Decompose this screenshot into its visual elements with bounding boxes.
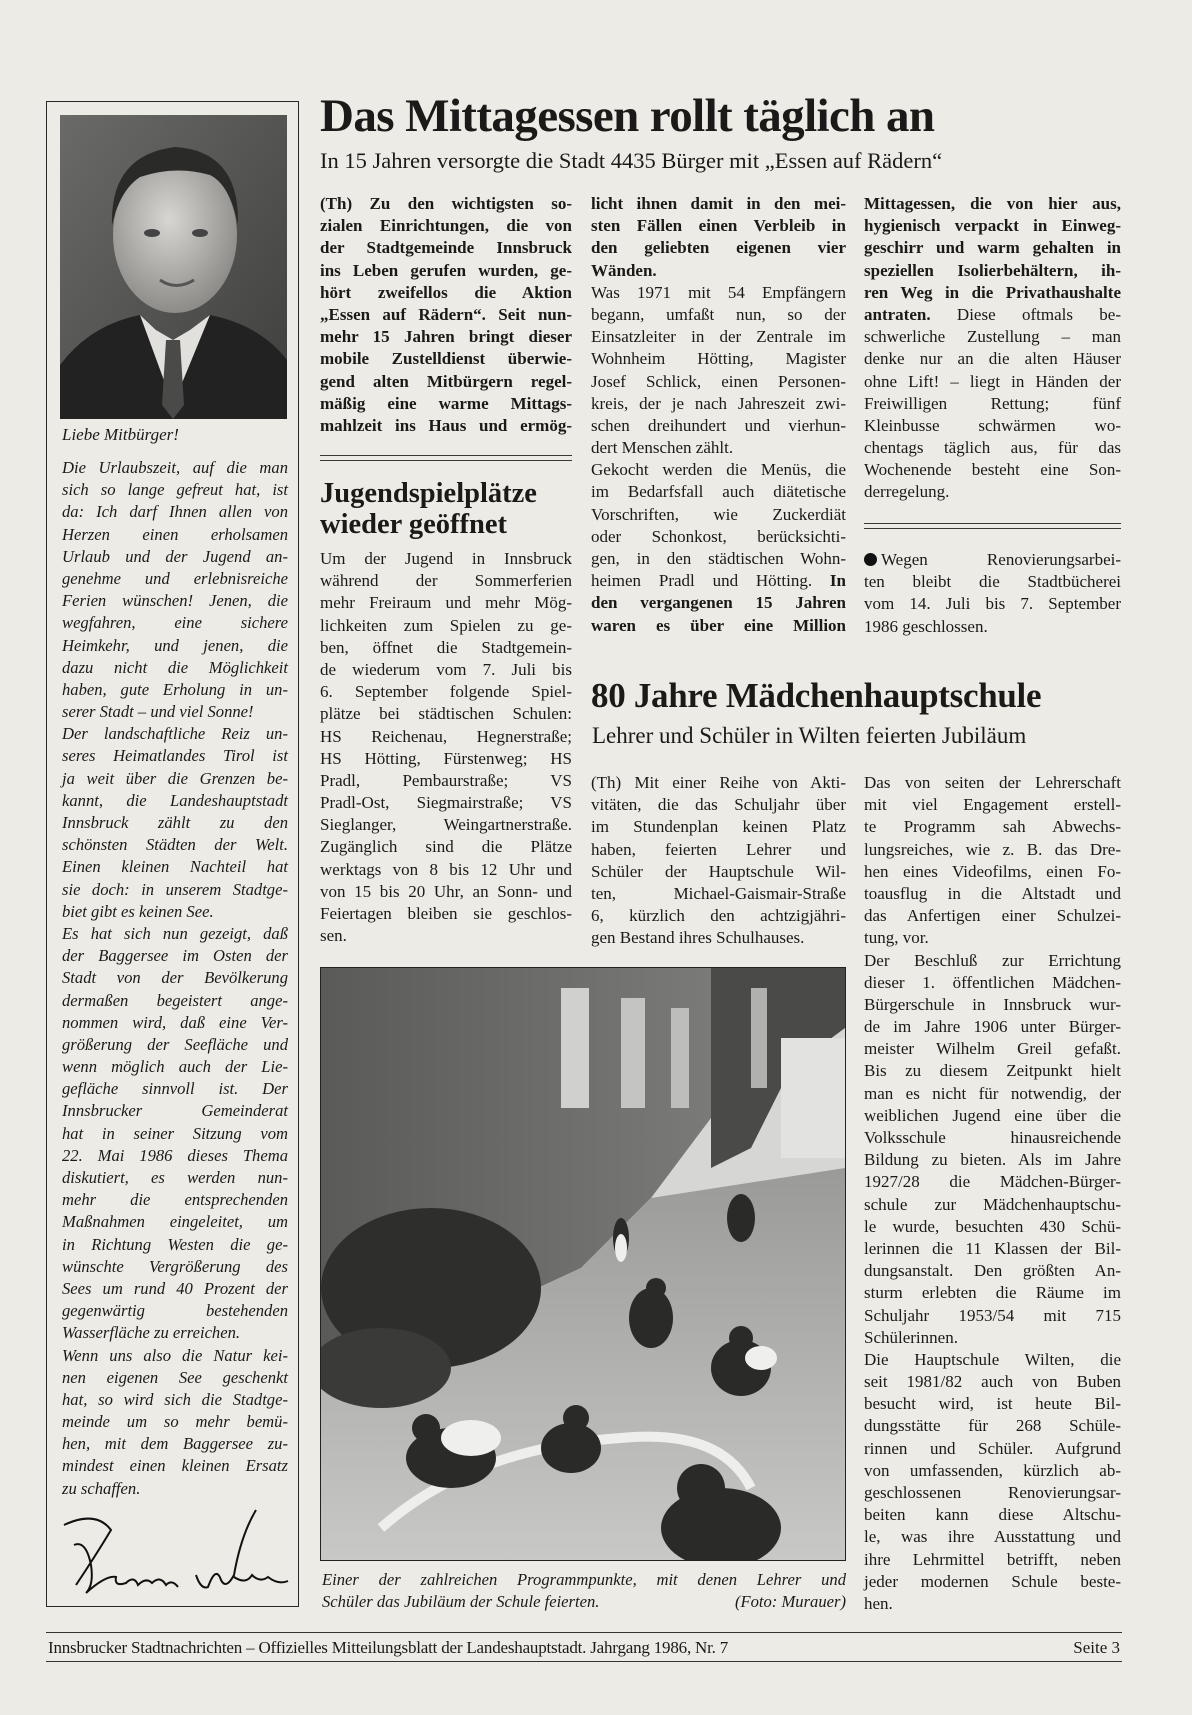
text-line: Die Urlaubszeit, auf die man [62, 458, 288, 477]
caption-line-1: Einer der zahlreichen Programmpunkte, mit denen Lehrer und [322, 1570, 846, 1589]
text-segment: ren Weg in die Privathaushalte [864, 282, 1121, 302]
text-line: rinnen und Schüler. Aufgrund [864, 1438, 1121, 1458]
headline-meals-on-wheels: Das Mittagessen rollt täglich an [320, 90, 935, 142]
text-line: haben, gute Erholung in un- [62, 679, 288, 699]
text-line: kreis, der je nach Jahreszeit zwi- [591, 393, 846, 413]
text-line [864, 215, 1121, 237]
text-line: Einsatzleiter in der Zentrale im [591, 327, 846, 347]
text-line: Freiwilligen Rettung; fünf [864, 393, 1121, 413]
text-line: 1927/28 die Mädchen-Bürger- [864, 1172, 1121, 1192]
text-line: Josef Schlick, einen Personen- [591, 371, 846, 391]
text-line: Die Hauptschule Wilten, die [864, 1349, 1121, 1369]
text-line: von umfassenden, kürzlich ab- [864, 1460, 1121, 1480]
text-line: schwerliche Zustellung – man [864, 327, 1121, 347]
letter-greeting: Liebe Mitbürger! [62, 425, 179, 444]
school-celebration-photo [320, 967, 846, 1561]
text-segment: heimen Pradl und Hötting. [591, 571, 830, 591]
text-line: schen dreihundert und vierhun- [591, 415, 846, 435]
text-line: Wasserfläche zu erreichen. [62, 1323, 241, 1343]
text-line: besucht wird, ist heute Bil- [864, 1394, 1121, 1414]
text-line: 22. Mai 1986 dieses Thema [62, 1145, 288, 1165]
text-line: (Th) Zu den wichtigsten so- [320, 194, 572, 213]
bullet-icon [864, 553, 877, 566]
text-line: beiten kann diese Altschu- [864, 1505, 1121, 1525]
text-line: meinde um so mehr bemü- [62, 1412, 288, 1432]
text-line: vitäten, die das Schuljahr über [591, 795, 846, 815]
text-line: hen, mit dem Baggersee zu- [62, 1434, 288, 1454]
notice-first-line-text: Wegen Renovierungsarbei- [881, 550, 1121, 569]
library-closure-notice [864, 549, 1121, 638]
text-line: oder Schonkost, berücksichti- [591, 526, 846, 546]
text-line: Das von seiten der Lehrerschaft [864, 773, 1121, 792]
text-line [864, 304, 1121, 326]
text-line: im Bedarfsfall auch diätetische [591, 482, 846, 502]
text-line: kannt, die Landeshauptstadt [62, 790, 288, 810]
text-segment: waren es über eine Million [591, 615, 846, 635]
text-line: gen Bestand ihres Schulhauses. [591, 928, 805, 948]
text-line: sie doch: in unserem Stadtge- [62, 879, 288, 899]
text-line: Herzen einen erholsamen [62, 524, 288, 544]
text-line: te Programm sah Abwechs- [864, 817, 1121, 837]
text-line: Wänden. [591, 260, 657, 280]
text-line: Vorschriften, wie Zuckerdiät [591, 504, 846, 524]
text-segment: Mittagessen, die von hier aus, [864, 194, 1121, 213]
text-line: derregelung. [864, 482, 950, 502]
text-line: mehr 15 Jahren bringt dieser [320, 327, 572, 347]
text-line: Um der Jugend in Innsbruck [320, 549, 572, 568]
text-line: mäßig eine warme Mittags- [320, 393, 572, 413]
text-line: Heimkehr, und jenen, die [62, 635, 288, 655]
text-line: Schülerinnen. [864, 1327, 958, 1347]
text-line: 1986 geschlossen. [864, 616, 988, 636]
text-line: ja weit über die Grenzen be- [62, 768, 288, 788]
text-line: das Anfertigen einer Schulzei- [864, 906, 1121, 926]
text-line: 6. September folgende Spiel- [320, 682, 572, 702]
text-line [864, 193, 1121, 215]
text-segment: geschirr und warm gehalten in [864, 238, 1121, 258]
text-line: Urlaub und der Jugend an- [62, 546, 288, 566]
headline-playgrounds-line-1: Jugendspielplätze [320, 478, 537, 509]
text-segment: Diese oftmals be- [956, 304, 1122, 324]
headline-girls-school: 80 Jahre Mädchenhauptschule [591, 676, 1042, 715]
text-line: Stadt von der Bevölkerung [62, 968, 288, 988]
footer-rule [46, 1632, 1122, 1633]
page-number: Seite 3 [1073, 1638, 1120, 1657]
text-line: gefläche sinnvoll ist. Der [62, 1079, 288, 1099]
double-rule-divider [864, 523, 1121, 529]
text-line: Bildung zu bieten. Als im Jahre [864, 1150, 1121, 1170]
text-line: Innsbrucker Gemeinderat [62, 1101, 288, 1121]
text-line: Wochenende besteht eine Son- [864, 460, 1121, 480]
text-line: nen eigenen See geschenkt [62, 1367, 288, 1387]
text-line: HS Hötting, Fürstenweg; HS [320, 748, 572, 768]
text-line: seres Heimatlandes Tirol ist [62, 746, 288, 766]
text-line: Bürgerschule in Innsbruck wur- [864, 994, 1121, 1014]
photo-credit: (Foto: Murauer) [734, 1592, 846, 1612]
text-line: nommen wird, daß eine Ver- [62, 1012, 288, 1032]
text-line: begann, umfaßt nun, so der [591, 304, 846, 324]
text-line: HS Reichenau, Hegnerstraße; [320, 726, 572, 746]
text-line: geschlossenen Renovierungsar- [864, 1483, 1121, 1502]
text-line: chentags täglich aus, für das [864, 438, 1121, 458]
headline-playgrounds [320, 478, 580, 540]
text-line: sen. [320, 926, 347, 946]
text-line: dermaßen begeistert ange- [62, 990, 288, 1010]
text-line: ben, öffnet die Stadtgemein- [320, 637, 572, 657]
text-line: zu schaffen. [62, 1478, 141, 1498]
text-line: gend alten Mitbürgern regel- [320, 371, 572, 391]
text-line: wünschte Vergrößerung des [62, 1256, 288, 1276]
text-line: schule zur Mädchenhauptschu- [864, 1194, 1121, 1214]
text-line: Sieglanger, Weingartnerstraße. [320, 815, 572, 835]
text-line: lerinnen die 11 Klassen der Bil- [864, 1238, 1121, 1258]
text-line: (Th) Mit einer Reihe von Akti- [591, 773, 846, 792]
footer-rule [46, 1661, 1122, 1662]
text-line [591, 592, 846, 614]
text-line: werktags von 8 bis 12 Uhr und [320, 859, 572, 879]
text-line: hört zweifellos die Aktion [320, 282, 572, 302]
meals-article-column-1 [320, 193, 572, 437]
text-line: weiblichen Jugend eine über die [864, 1105, 1121, 1125]
text-segment: speziellen Isolierbehältern, ih- [864, 260, 1121, 280]
text-line: man es nicht für notwendig, der [864, 1083, 1121, 1103]
text-line: sturm erlebten die Räume im [864, 1283, 1121, 1303]
text-line: mehr die entsprechenden [62, 1190, 288, 1210]
text-line: 6, kürzlich den achtzigjähri- [591, 906, 846, 926]
text-line: Schüler der Hauptschule Wil- [591, 861, 846, 881]
text-line: mehr Freiraum und mehr Mög- [320, 593, 572, 613]
text-line: Feiertagen bleiben sie geschlos- [320, 904, 572, 923]
text-line: im Stundenplan keinen Platz [591, 817, 846, 837]
text-line: den geliebten eigenen vier [591, 238, 846, 258]
text-line: schönsten Städten der Welt. [62, 835, 288, 855]
school-article-column-1 [591, 772, 846, 950]
headline-playgrounds-line-2: wieder geöffnet [320, 509, 508, 540]
text-line: Wenn uns also die Natur kei- [62, 1345, 288, 1365]
text-line: sten Fällen einen Verbleib in [591, 216, 846, 236]
text-line: größerung der Seefläche und [62, 1034, 288, 1054]
text-line: der Stadtgemeinde Innsbruck [320, 238, 572, 258]
text-line: dieser 1. öffentlichen Mädchen- [864, 972, 1121, 992]
text-line [864, 237, 1121, 259]
text-line: jeder modernen Schule beste- [864, 1571, 1121, 1591]
text-line: von 15 bis 20 Uhr, an Sonn- und [320, 881, 572, 901]
text-line: le wurde, besuchten 430 Schü- [864, 1216, 1121, 1236]
text-line: Sees um rund 40 Prozent der [62, 1278, 288, 1298]
letter-body [62, 457, 288, 1500]
text-line: Der landschaftliche Reiz un- [62, 724, 288, 744]
text-line: Der Beschluß zur Errichtung [864, 950, 1121, 970]
text-line: Schuljahr 1953/54 mit 715 [864, 1305, 1121, 1325]
text-line: zialen Einrichtungen, die von [320, 216, 572, 236]
meals-article-column-3 [864, 193, 1121, 504]
text-line: denke nur an die alten Häuser [864, 349, 1121, 369]
text-line: lungsreiches, wie z. B. das Dre- [864, 839, 1121, 859]
double-rule-divider [320, 455, 572, 461]
text-line: da: Ich darf Ihnen allen von [62, 502, 288, 522]
text-line: Ferien wünschen! Jenen, die [62, 591, 288, 611]
text-line: hen. [864, 1593, 893, 1613]
text-line: „Essen auf Rädern“. Seit nun- [320, 304, 572, 324]
text-line: mahlzeit ins Haus und ermög- [320, 415, 572, 435]
text-line: toausflug in die Altstadt und [864, 883, 1121, 903]
text-line: sich so lange gefreut hat, ist [62, 480, 288, 500]
text-line: haben, feierten Lehrer und [591, 839, 846, 859]
footer-publication-info: Innsbrucker Stadtnachrichten – Offizielles Mitteilungsblatt der Landeshauptstadt. Jahrgang 1986, Nr. 7 [48, 1638, 729, 1657]
text-line: mit viel Engagement erstell- [864, 795, 1121, 815]
text-line: gegenwärtig bestehenden [62, 1301, 288, 1321]
text-line: tung, vor. [864, 928, 929, 948]
notice-first-line [864, 549, 1121, 571]
text-line: le, was ihre Ausstattung und [864, 1527, 1121, 1547]
text-line: Es hat sich nun gezeigt, daß [62, 923, 288, 943]
text-line: de im Jahre 1906 unter Bürger- [864, 1017, 1121, 1037]
text-line: ten, Michael-Gaismair-Straße [591, 883, 846, 903]
text-line: dungsanstalt. Den größten An- [864, 1261, 1121, 1281]
text-line [591, 570, 846, 592]
text-line: Bis zu diesem Zeitpunkt hielt [864, 1061, 1121, 1081]
text-line: mobile Zustelldienst überwie- [320, 349, 572, 369]
text-line: ins Leben gerufen wurden, ge- [320, 260, 572, 280]
text-line: Pradl, Pembaurstraße; VS [320, 770, 572, 790]
text-line: Gekocht werden die Menüs, die [591, 460, 846, 480]
text-segment: antraten. [864, 304, 957, 324]
text-line: ohne Lift! – liegt in Händen der [864, 371, 1121, 391]
text-line: hat in seiner Sitzung vom [62, 1123, 288, 1143]
text-line: wenn möglich auch der Lie- [62, 1057, 288, 1077]
text-line: dert Menschen zählt. [591, 438, 734, 458]
school-article-column-2 [864, 772, 1121, 1615]
text-line: serer Stadt – und viel Sonne! [62, 702, 254, 722]
meals-article-column-2 [591, 193, 846, 637]
caption-line-2: Schüler das Jubiläum der Schule feierten. [322, 1592, 600, 1612]
text-line [864, 282, 1121, 304]
text-segment: den vergangenen 15 Jahren [591, 593, 846, 613]
text-line: Pradl-Ost, Siegmairstraße; VS [320, 793, 572, 813]
photo-caption [322, 1569, 846, 1613]
text-line: plätze bei städtischen Schulen: [320, 704, 572, 724]
text-line: gen, in den städtischen Wohn- [591, 549, 846, 568]
text-line [864, 260, 1121, 282]
text-line: de wiederum vom 7. Juli bis [320, 659, 572, 679]
text-line: mindest einen kleinen Ersatz [62, 1456, 288, 1476]
text-line: dazu nicht die Möglichkeit [62, 657, 288, 677]
text-line: hen eines Videofilms, einen Fo- [864, 861, 1121, 881]
text-line: diskutiert, es werden nun- [62, 1168, 288, 1187]
text-line [591, 615, 846, 637]
text-line: Was 1971 mit 54 Empfängern [591, 282, 846, 302]
text-line: lichkeiten zum Spielen zu ge- [320, 615, 572, 635]
text-line: Innsbruck zählt zu den [62, 813, 288, 832]
text-line: Kleinbusse schwärmen wo- [864, 415, 1121, 435]
subheadline-meals-on-wheels: In 15 Jahren versorgte die Stadt 4435 Bürger mit „Essen auf Rädern“ [320, 148, 943, 173]
playgrounds-article-body [320, 548, 572, 947]
text-line: meister Wilhelm Greil gefaßt. [864, 1039, 1121, 1059]
text-line: licht ihnen damit in den mei- [591, 194, 846, 213]
text-line: Maßnahmen eingeleitet, um [62, 1212, 288, 1232]
text-line: biet gibt es keinen See. [62, 901, 214, 921]
text-line: hat, so wird sich die Stadtge- [62, 1389, 288, 1409]
text-line: ten bleibt die Stadtbücherei [864, 572, 1121, 592]
text-line: Zugänglich sind die Plätze [320, 837, 572, 857]
text-segment: hygienisch verpackt in Einweg- [864, 216, 1121, 236]
text-segment: In [829, 571, 846, 591]
text-line: Wohnheim Hötting, Magister [591, 349, 846, 369]
text-line: Volksschule hinausreichende [864, 1128, 1121, 1147]
mayor-portrait-photo [60, 115, 287, 419]
subheadline-girls-school: Lehrer und Schüler in Wilten feierten Jubiläum [592, 723, 1027, 748]
text-line: dungsstätte für 268 Schüle- [864, 1416, 1121, 1436]
text-line: ihre Lehrmittel betrifft, neben [864, 1549, 1121, 1569]
text-line: Einen kleinen Nachteil hat [62, 857, 288, 877]
text-line: wegfahren, eine sichere [62, 613, 288, 633]
text-line: vom 14. Juli bis 7. September [864, 594, 1121, 614]
text-line: seit 1981/82 auch von Buben [864, 1372, 1121, 1392]
mayor-signature [56, 1505, 292, 1600]
text-line: der Baggersee im Osten der [62, 946, 288, 966]
text-line: während der Sommerferien [320, 571, 572, 591]
text-line: genehme und erlebnisreiche [62, 568, 288, 588]
text-line: in Richtung Westen die ge- [62, 1234, 288, 1254]
